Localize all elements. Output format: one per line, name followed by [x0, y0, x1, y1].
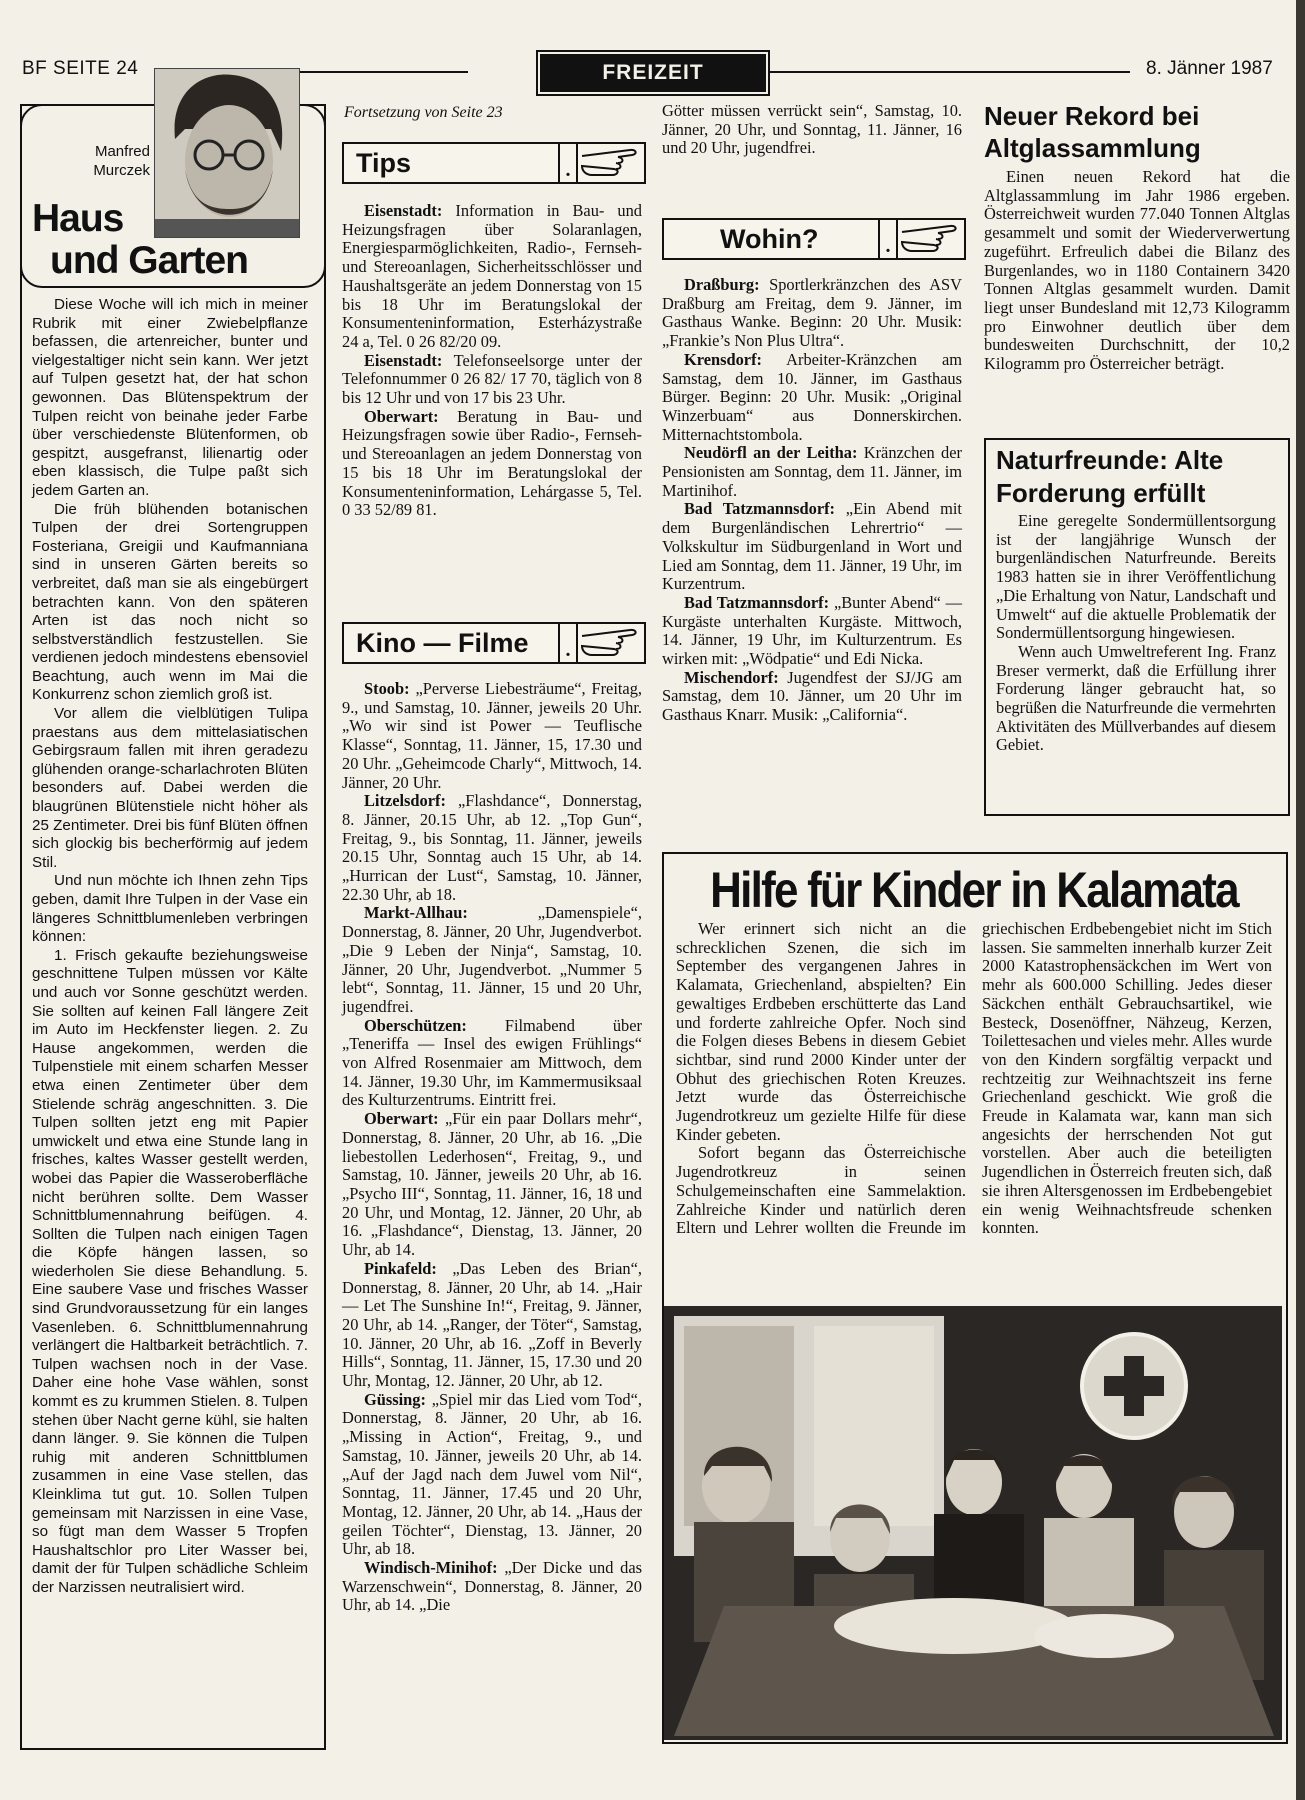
- kino-item: Pinkafeld: „Das Leben des Brian“, Donnerstag, 8. Jänner, 20 Uhr, ab 14. „Hair — Let The Sunshine In!“, Freitag, 9. Jänner, 20 Uhr, ab 14. „Ranger, der Töter“, Samstag, 10. Jänner, 20 Uhr, ab 16. „Zoff in Beverly Hills“, Sonntag, 11. Jänner, 15, 17.30 und 20 Uhr, Montag, 12. Jänner, 20 Uhr, ab 12.: [342, 1258, 642, 1391]
- column-title-line1: Haus: [32, 197, 124, 240]
- column-paragraph-2: Die früh blühenden botanischen Tulpen der drei Sortengruppen Fosteriana, Greigii und Kaufmanniana sind in unseren Gärten bereits so verbreitet, daß man sie als eingebürgert betrachten kann. Von den späteren Arten ist das noch nicht so selbstverständlich festzustellen. Sie verdienen jedoch mindestens ebensoviel Beachtung, auch wenn im Mai die Konkurrenz schon ziemlich groß ist.: [32, 500, 308, 704]
- kalamata-text: [676, 920, 1272, 1300]
- heading-dot: .: [558, 144, 578, 182]
- column-title-line2: und Garten: [50, 239, 249, 282]
- column-body: [32, 296, 308, 1598]
- heading-dot: .: [878, 220, 898, 258]
- page-fold-shadow: [1296, 0, 1305, 1800]
- kino-item: Windisch-Minihof: „Der Dicke und das Warzenschwein“, Donnerstag, 8. Jänner, 20 Uhr, ab 14. „Die: [342, 1558, 642, 1615]
- author-last-name: Murczek: [93, 162, 150, 179]
- page-date: 8. Jänner 1987: [1146, 58, 1273, 79]
- pointing-hand-icon: [898, 220, 964, 258]
- kalamata-paragraph-1: Wer erinnert sich nicht an die schrecklichen Szenen, die sich im September des vergangenen Jahres in Kalamata, Griechenland, abspielten? Ein gewaltiges Erdbeben erschütterte das Land und forderte zahlreiche Opfer. Noch sind die Folgen dieses Bebens in diesem Gebiet sichtbar, sind rund 2000 Kinder unter der Obhut des griechischen Roten Kreuzes. Jetzt wurde das Österreichische Jugendrotkreuz um gezielte Hilfe für diese Kinder gebeten.: [676, 919, 966, 1144]
- tips-heading-box: [342, 142, 646, 184]
- wohin-heading: Wohin?: [720, 223, 819, 254]
- children-with-red-cross-sign-photo-icon: [664, 1306, 1282, 1740]
- section-label: FREIZEIT: [540, 54, 766, 92]
- kalamata-paragraph-2: Sofort begann das Österreichische Jugendrotkreuz in seinen Schulgemeinschaften eine Sammelaktion. Zahlreiche Kinder und natürlich deren Eltern und Lehrer wollten die Freunde im griechischen Erdbebengebiet nicht im Stich lassen. Sie sammelten innerhalb kurzer Zeit 2000 Katastrophensäckchen im Wert von mehr als 600.000 Schilling. Jedes dieser Säckchen enthält Gebrauchsartikel, wie Besteck, Dosenöffner, Nähzeug, Kerzen, Toilettesachen und vieles mehr. Alles wurde von den Kindern sorgfältig verpackt und rechtzeitig zur Weihnachtszeit ins ferne Griechenland geschickt. Wie groß die Freude in Kalamata war, kann man sich angesichts der herrschenden Not gut vorstellen. Aber auch die beteiligten Jugendlichen in Österreich freuten sich, daß sie ihren Altersgenossen im Erdbebengebiet ein wenig Weihnachtsfreude schenken konnten.: [676, 919, 1272, 1238]
- kino-item: Güssing: „Spiel mir das Lied vom Tod“, Donnerstag, 8. Jänner, 20 Uhr, ab 16. „Missing in Action“, Freitag, 9., und Samstag, 10. Jänner, jeweils 20 Uhr, ab 14. „Auf der Jagd nach dem Juwel vom Nil“, Sonntag, 11. Jänner, 17.45 und 20 Uhr, Montag, 12. Jänner, 20 Uhr, ab 14. „Haus der geilen Töchter“, Dienstag, 13. Jänner, 20 Uhr, ab 18.: [342, 1389, 642, 1559]
- kino-item: Litzelsdorf: „Flashdance“, Donnerstag, 8. Jänner, 20.15 Uhr, ab 12. „Top Gun“, Freitag, 9., bis Sonntag, 11. Jänner, jeweils 20.15 Uhr, Sonntag auch 15 Uhr, ab 14. „Hurrican der Lust“, Samstag, 10. Jänner, 22.30 Uhr, ab 18.: [342, 791, 642, 904]
- wohin-list: [662, 276, 962, 725]
- wohin-item: Draßburg: Sportlerkränzchen des ASV Draßburg am Freitag, dem 9. Jänner, im Gasthaus Wanke. Beginn: 20 Uhr. Musik: „Frankie’s Non Plus Ultra“.: [662, 275, 962, 351]
- heading-dot: .: [558, 624, 578, 662]
- kino-item: Oberschützen: Filmabend über „Teneriffa — Insel des ewigen Frühlings“ von Alfred Rosenmaier am Mittwoch, dem 14. Jänner, 19.30 Uhr, im Kammermusiksaal des Kulturzentrums. Eintritt frei.: [342, 1015, 642, 1110]
- tip-item: Oberwart: Beratung in Bau- und Heizungsfragen sowie über Radio-, Fernseh- und Stereoanlagen an jedem Donnerstag von 15 bis 18 Uhr im Beratungslokal der Konsumenteninformation, Lehárgasse 5, Tel. 0 33 52/89 81.: [342, 406, 642, 520]
- wohin-item: Bad Tatzmannsdorf: „Ein Abend mit dem Burgenländischen Lehrertrio“ — Volkskultur im Südburgenland in Wort und Lied am Sonntag, dem 11. Jänner, 19 Uhr, im Kurzentrum.: [662, 499, 962, 594]
- kalamata-headline: Hilfe für Kinder in Kalamata: [710, 862, 1238, 918]
- wohin-heading-box: [662, 218, 966, 260]
- kino-continuation: Götter müssen verrückt sein“, Samstag, 10. Jänner, 20 Uhr, und Sonntag, 11. Jänner, 16 und 20 Uhr, jugendfrei.: [662, 101, 962, 158]
- tip-item: Eisenstadt: Telefonseelsorge unter der Telefonnummer 0 26 82/ 17 70, täglich von 8 bis 12 Uhr und von 17 bis 23 Uhr.: [342, 350, 642, 408]
- tip-item: Eisenstadt: Information in Bau- und Heizungsfragen über Solaranlagen, Energiesparmöglichkeiten, Radio-, Fernseh- und Stereoanlagen, Sicherheitsschlösser und Haushaltsgeräte an jedem Donnerstag von 15 bis 18 Uhr im Beratungslokal der Konsumenteninformation, Esterházystraße 24 a, Tel. 0 26 82/20 09.: [342, 201, 642, 351]
- column-paragraph-4: Und nun möchte ich Ihnen zehn Tips geben, damit Ihre Tulpen in der Vase ein längeres Schnittblumenleben verbringen können:: [32, 872, 308, 946]
- naturfreunde-text: [996, 512, 1276, 755]
- naturfreunde-headline: Naturfreunde: Alte Forderung erfüllt: [996, 445, 1224, 508]
- column-paragraph-5: 1. Frisch gekaufte beziehungsweise geschnittene Tulpen müssen vor Kälte und auch vor Sonne geschützt werden. Sie sollten auf keinen Fall längere Zeit im Auto im Heckfenster liegen. 2. Zu Hause angekommen, werden die Tulpenstiele mit einem scharfen Messer etwa einen Zentimeter über dem Stielende schräg angeschnitten. 3. Die Tulpen sollten jetzt eng mit Papier umwickelt und etwa eine Stunde lang in frisches, kaltes Wasser gestellt werden, wobei das Papier die Wasseroberfläche nicht berühren sollte. Dem Wasser Schnittblumennahrung beifügen. 4. Sollten die Tulpen nach einigen Tagen die Köpfe hängen lassen, so wiederholen Sie diese Behandlung. 5. Eine saubere Vase und frisches Wasser sind Grundvoraussetzung für ein langes Vasenleben. 6. Schnittblumennahrung verlängert die Haltbarkeit beträchtlich. 7. Tulpen wachsen noch in der Vase. Daher eine hohe Vase wählen, sonst kommt es zu krummen Stielen. 8. Tulpen stehen über Nacht gerne kühl, sie halten dann länger. 9. Sie können die Tulpen ruhig mit anderen Schnittblumen zusammen in eine Vase stellen, das Kleinklima tut gut. 10. Sollen Tulpen gemeinsam mit Narzissen in eine Vase, so fügt man dem Wasser 5 Tropfen Haushaltschlor pro Liter Wasser bei, damit der für Tulpen schädliche Schleim der Narzissen neutralisiert wird.: [32, 946, 308, 1596]
- altglas-text: Einen neuen Rekord hat die Altglassammlung im Jahr 1986 ergeben. Österreichweit wurden 77.040 Tonnen Altglas gesammelt und somit der Wiederverwertung zugeführt. Erfreulich dabei die Bilanz des Burgenlandes, wo in 1180 Containern 3420 Tonnen Altglas gesammelt wurden. Damit liegt unser Bundesland mit 12,73 Kilogramm pro Einwohner deutlich über dem bundesweiten Durchschnitt, der 10,2 Kilogramm pro Österreicher beträgt.: [984, 167, 1290, 374]
- wohin-item: Bad Tatzmannsdorf: „Bunter Abend“ — Kurgäste unterhalten Kurgäste. Mittwoch, 14. Jänner, 19 Uhr, im Kulturzentrum. Es wirken mit: „Wödpatie“ und Edi Nicka.: [662, 592, 962, 669]
- kino-list: [342, 680, 642, 1615]
- author-photo: [154, 68, 300, 238]
- kino-item: Oberwart: „Für ein paar Dollars mehr“, Donnerstag, 8. Jänner, 20 Uhr, ab 16. „Die liebestollen Lederhosen“, Freitag, 9., und Samstag, 10. Jänner, jeweils 20 Uhr, ab 16. „Psycho III“, Sonntag, 11. Jänner, 16, 18 und 20 Uhr, und Montag, 12. Jänner, 20 Uhr, ab 16. „Flashdance“, Dienstag, 13. Jänner, 20 Uhr, ab 14.: [342, 1109, 642, 1260]
- tips-list: [342, 202, 642, 520]
- pointing-hand-icon: [578, 624, 644, 662]
- column-paragraph-3: Vor allem die vielblütigen Tulipa praestans aus dem mittelasiatischen Gebirgsraum fallen mit ihren geradezu glühenden orange-scharlachroten Blüten besonders auf. Dabei werden die blaugrünen Blütenstiele nicht höher als 25 Zentimeter. Drei bis fünf Blüten öffnen sich glockig bis becherförmig auf jedem Stil.: [32, 705, 308, 871]
- page-header-left: BF SEITE 24: [22, 58, 139, 79]
- wohin-item: Krensdorf: Arbeiter-Kränzchen am Samstag, dem 10. Jänner, im Gasthaus Bürger. Beginn: 20 Uhr. Musik: „Original Winzerbuam“ aus Donnerskirchen. Mitternachtstombola.: [662, 349, 962, 444]
- wohin-item: Neudörfl an der Leitha: Kränzchen der Pensionisten am Sonntag, dem 11. Jänner, im Martinihof.: [662, 443, 962, 500]
- naturfreunde-paragraph-1: Eine geregelte Sondermüllentsorgung ist der langjährige Wunsch der burgenländischen Naturfreunde. Bereits 1983 hatten sie in ihrer Veröffentlichung „Die Erhaltung von Natur, Landschaft und Umwelt“ auf die aktuelle Problematik der Sondermüllentsorgung hingewiesen.: [996, 511, 1276, 643]
- tips-heading: Tips: [356, 147, 412, 178]
- kino-item: Stoob: „Perverse Liebesträume“, Freitag, 9., und Samstag, 10. Jänner, jeweils 20 Uhr. „Wo wir sind ist Power — Teuflische Klasse“, Sonntag, 11. Jänner, 15, 17.30 und 20 Uhr. „Geheimcode Charly“, Mittwoch, 14. Jänner, 20 Uhr.: [342, 679, 642, 792]
- author-portrait-icon: [155, 69, 299, 237]
- kalamata-photo: [664, 1306, 1282, 1740]
- kino-heading: Kino — Filme: [356, 627, 529, 658]
- pointing-hand-icon: [578, 144, 644, 182]
- altglas-headline: Neuer Rekord bei Altglassammlung: [984, 101, 1201, 163]
- continuation-note: Fortsetzung von Seite 23: [344, 104, 503, 121]
- column-paragraph-1: Diese Woche will ich mich in meiner Rubrik mit einer Zwiebelpflanze befassen, die artenreicher, bunter und vielgestaltiger nicht sein kann. Wer jetzt auf Tulpen gesetzt hat, der hat schon gewonnen. Das Blütenspektrum der Tulpen reicht von beinahe jeder Farbe über verschiedenste Blütenformen, ob gespitzt, ausgefranst, lilienartig oder eben klassisch, die Tulpe paßt sich jedem Garten an.: [32, 296, 308, 499]
- kino-item: Markt-Allhau: „Damenspiele“, Donnerstag, 8. Jänner, 20 Uhr, Jugendverbot. „Die 9 Leben der Ninja“, Samstag, 10. Jänner, 20 Uhr, Jugendverbot. „Nummer 5 lebt“, Sonntag, 11. Jänner, 15 und 20 Uhr, jugendfrei.: [342, 903, 642, 1016]
- header-rule-right: [770, 71, 1130, 73]
- kino-heading-box: [342, 622, 646, 664]
- naturfreunde-paragraph-2: Wenn auch Umweltreferent Ing. Franz Breser vermerkt, daß die Erfüllung ihrer Forderung länger gebraucht hat, so begrüßen die Naturfreunde die vermehrten Aktivitäten des Müllverbandes auf diesem Gebiet.: [996, 641, 1276, 755]
- author-first-name: Manfred: [94, 143, 150, 160]
- wohin-item: Mischendorf: Jugendfest der SJ/JG am Samstag, dem 10. Jänner, um 20 Uhr im Gasthaus Knarr. Musik: „California“.: [662, 667, 962, 725]
